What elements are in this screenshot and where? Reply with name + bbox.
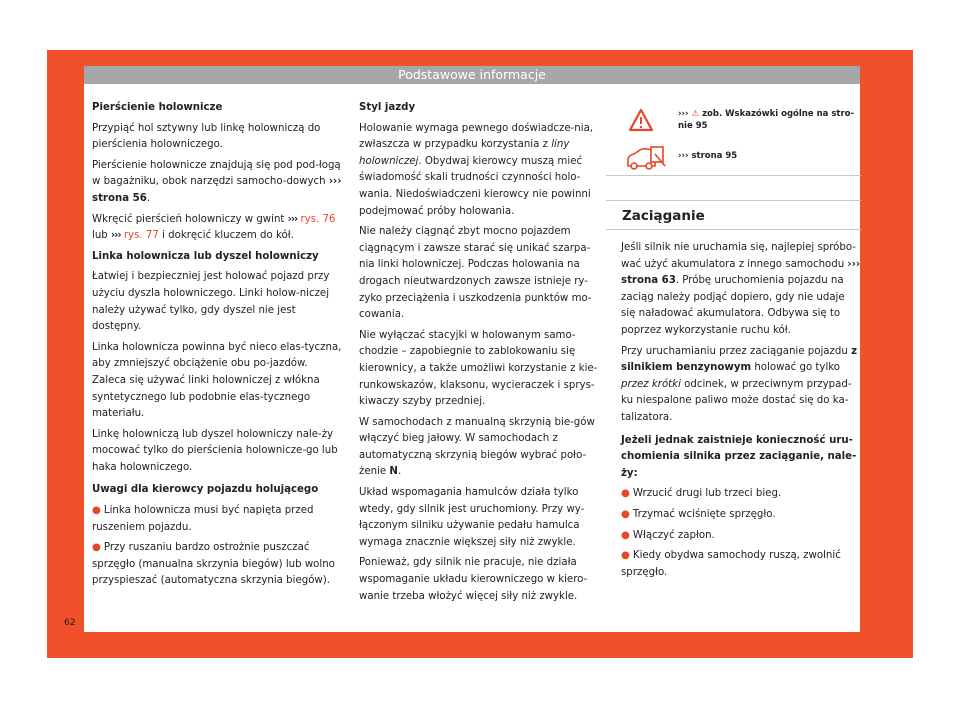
notice-box <box>606 100 861 176</box>
list-item: ● Wrzucić drugi lub trzeci bieg. <box>621 488 782 500</box>
section-title: Zaciąganie <box>622 208 705 224</box>
heading-towing-rings: Pierścienie holownicze <box>92 102 223 113</box>
paragraph: Układ wspomagania hamulców działa tylko wtedy, gdy silnik jest uruchomiony. Przy wy-łączonym silniku używanie pedału hamulca wymaga znacznie większej siły niż zwykle. <box>359 487 585 548</box>
paragraph: Pierścienie holownicze znajdują się pod pod-łogą w bagażniku, obok narzędzi samocho-dowych ››› strona 56. <box>92 159 342 204</box>
paragraph: Łatwiej i bezpieczniej jest holować pojazd przy użyciu dyszla holowniczego. Linki holow-niczej należy używać tylko, gdy dyszel nie jest dostępny. <box>92 271 330 333</box>
figure-reference-link[interactable]: rys. 77 <box>120 230 159 242</box>
paragraph: Holowanie wymaga pewnego doświadcze-nia, zwłaszcza w przypadku korzystania z liny holowniczej. Obydwaj kierowcy muszą mieć świadomość skali trudności czynności holo-wania. Niedoświadczeni kierowcy nie powinni podejmować próby holowania. <box>359 122 594 217</box>
paragraph: Nie wyłączać stacyjki w holowanym samo-chodzie – zapobiegnie to zablokowaniu się kierownicy, a także umożliwi korzystanie z kie-runkowskazów, klaksonu, wycieraczek i sprys-kiwaczy szyby przedniej. <box>359 329 598 408</box>
column-2 <box>359 100 605 609</box>
page-number: 62 <box>64 618 76 628</box>
bullet-icon: ● <box>621 550 630 562</box>
bullet-icon: ● <box>621 529 630 541</box>
paragraph: Przy uruchamianiu przez zaciąganie pojazdu z silnikiem benzynowym holować go tylko przez krótki odcinek, w przeciwnym przypad-ku niespalone paliwo może dostać się do ka-talizatora. <box>621 345 857 423</box>
warning-icon <box>628 108 654 132</box>
paragraph: Linka holownicza powinna być nieco elas-tyczna, aby zmniejszyć obciążenie obu po-jazdów. Zaleca się używać linki holowniczej z włókna syntetycznego lub podobnie elas-tycznego materiału. <box>92 341 342 420</box>
paragraph: Jeśli silnik nie uruchamia się, najlepiej spróbo-wać użyć akumulatora z innego samochodu ››› strona 63. Próbę uruchomienia pojazdu na zaciąg należy podjąć dopiero, gdy nie udaje się naładować akumulatora. Odbywa się to poprzez wykorzystanie ruchu kół. <box>621 242 861 336</box>
paragraph: Przypiąć hol sztywny lub linkę holowniczą do pierścienia holowniczego. <box>92 122 321 151</box>
paragraph: Wkręcić pierścień holowniczy w gwint ››› rys. 76 lub ››› rys. 77 i dokręcić kluczem do kół. <box>92 213 336 242</box>
list-item: ● Przy ruszaniu bardzo ostrożnie puszczać sprzęgło (manualna skrzynia biegów) lub wolno przyspieszać (automatyczna skrzynia biegów). <box>92 542 335 587</box>
paragraph: Linkę holowniczą lub dyszel holowniczy nale-ży mocować tylko do pierścienia holownicze-go lub haka holowniczego. <box>92 428 338 473</box>
page-reference-link[interactable]: ››› strona 56 <box>92 176 342 204</box>
bullet-icon: ● <box>92 505 101 517</box>
paragraph: Nie należy ciągnąć zbyt mocno pojazdem ciągnącym i zawsze starać się unikać szarpa-nia linki holowniczej. Podczas holowania na drogach nieutwardzonych zawsze istnieje ry-zyko przeciążenia i uszkodzenia punktów mo-cowania. <box>359 226 592 321</box>
list-item: ● Włączyć zapłon. <box>621 529 715 541</box>
warning-small-icon: ⚠ <box>691 109 700 119</box>
figure-reference-link[interactable]: rys. 76 <box>297 213 336 225</box>
notice-page-link[interactable]: ››› strona 95 <box>678 151 738 161</box>
notice-warning-text: ››› ⚠ zob. Wskazówki ogólne na stro-nie 95 <box>678 109 854 131</box>
bullet-icon: ● <box>621 508 630 520</box>
paragraph: W samochodach z manualną skrzynią bie-gów włączyć bieg jałowy. W samochodach z automatyczną skrzynią biegów wybrać poło-żenie N. <box>359 416 595 478</box>
column-3 <box>621 240 861 585</box>
heading-tow-start: Jeżeli jednak zaistnieje konieczność uru-chomienia silnika przez zaciąganie, nale-ży: <box>621 434 857 479</box>
bullet-icon: ● <box>621 488 630 500</box>
list-item: ● Trzymać wciśnięte sprzęgło. <box>621 508 776 520</box>
heading-towing-driver-notes: Uwagi dla kierowcy pojazdu holującego <box>92 484 319 496</box>
heading-driving-style: Styl jazdy <box>359 102 416 113</box>
column-1 <box>92 100 342 594</box>
page-reference-link[interactable]: ››› strona 63 <box>621 258 861 287</box>
paragraph: Ponieważ, gdy silnik nie pracuje, nie działa wspomaganie układu kierowniczego w kiero-wanie trzeba włożyć więcej siły niż zwykle. <box>359 557 588 602</box>
list-item: ● Kiedy obydwa samochody ruszą, zwolnić sprzęgło. <box>621 550 841 578</box>
section-heading-box <box>606 200 861 230</box>
car-manual-icon <box>625 144 669 172</box>
bullet-icon: ● <box>92 542 101 554</box>
heading-tow-rope: Linka holownicza lub dyszel holowniczy <box>92 250 319 262</box>
list-item: ● Linka holownicza musi być napięta przed ruszeniem pojazdu. <box>92 505 314 533</box>
page-header: Podstawowe informacje <box>84 66 860 84</box>
